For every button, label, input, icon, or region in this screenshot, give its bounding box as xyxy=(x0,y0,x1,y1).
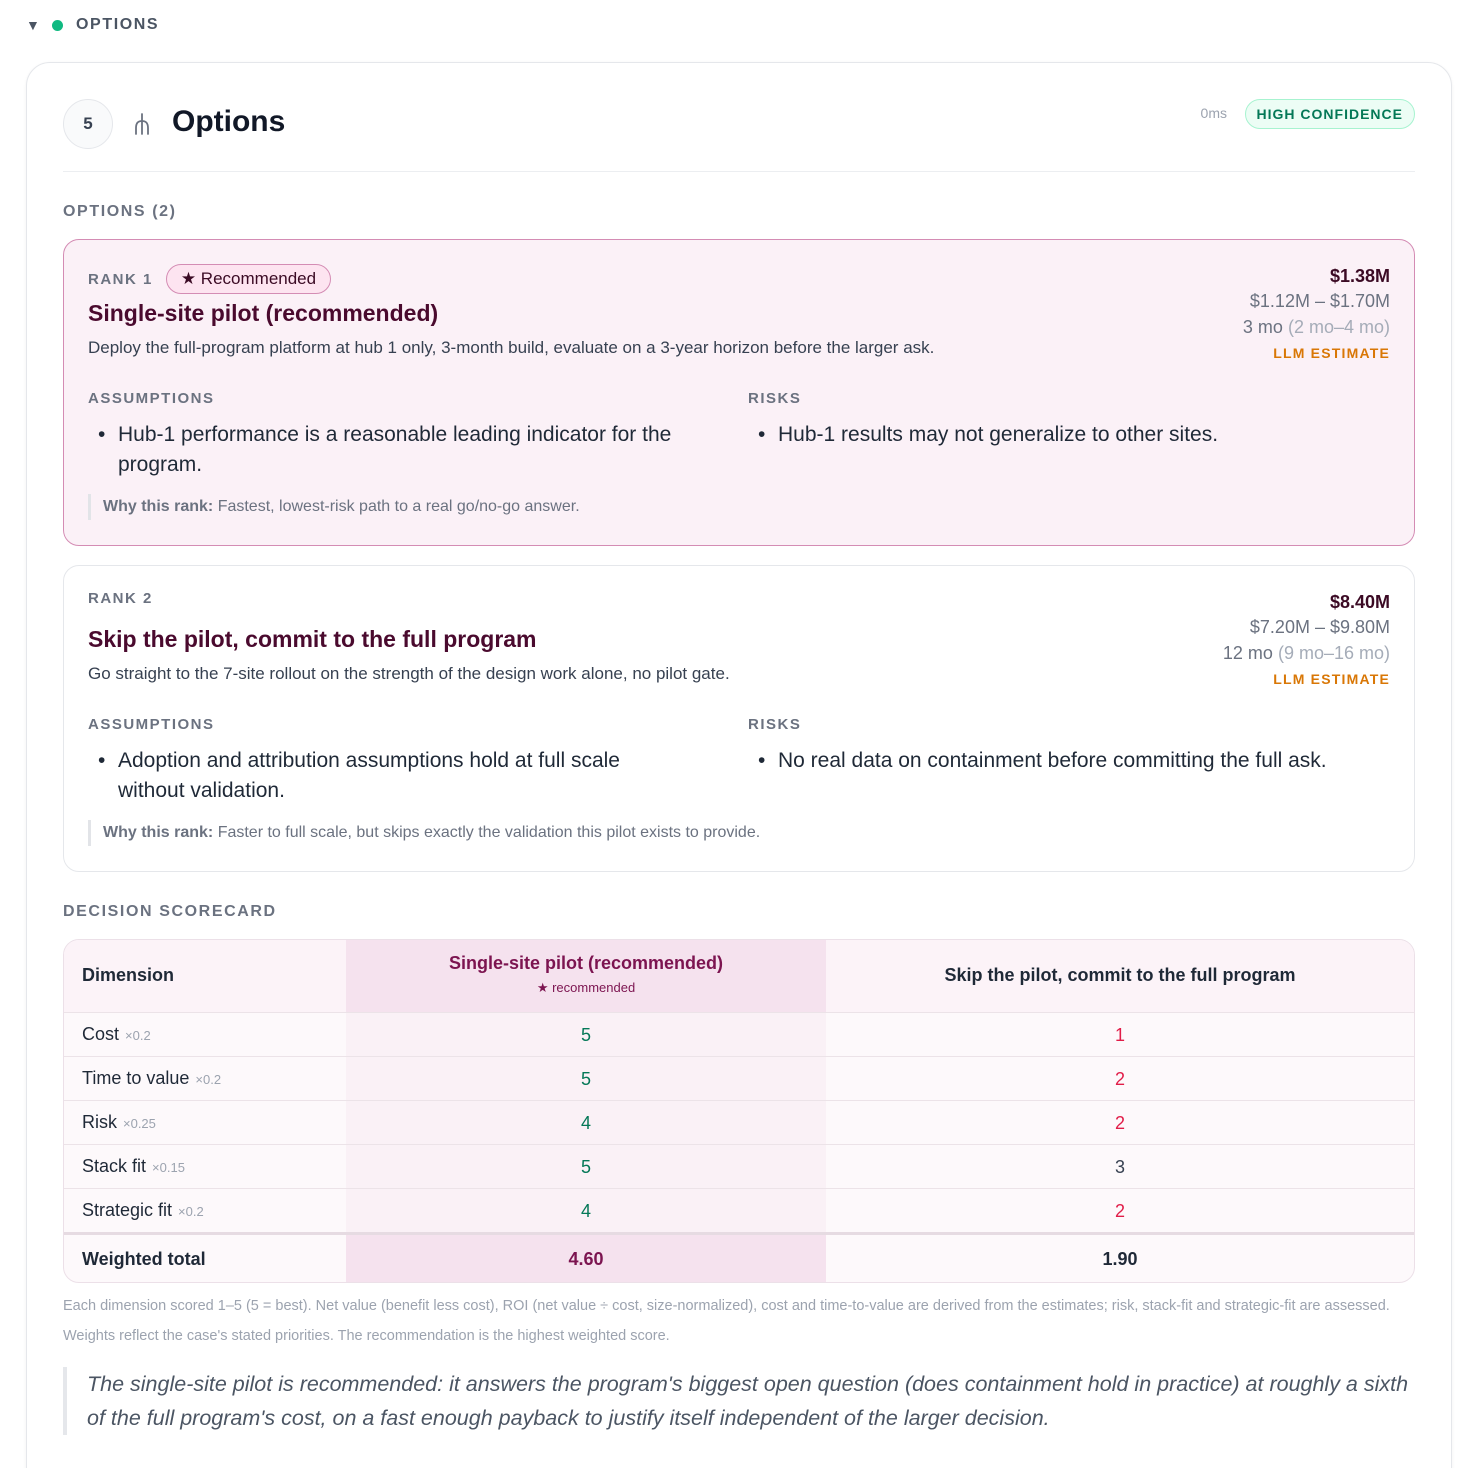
cost-estimate xyxy=(1243,264,1390,366)
option-description: Deploy the full-program platform at hub 1 only, 3-month build, evaluate on a 3-year horizon before the larger ask. xyxy=(88,338,935,357)
dimension-risk xyxy=(82,1112,156,1133)
score-a: 5 xyxy=(580,1069,591,1089)
duration-range: (2 mo–4 mo) xyxy=(1287,317,1390,337)
recommended-marker: ★ recommended xyxy=(536,980,636,995)
recommended-header-bg xyxy=(346,940,826,1012)
score-a: 5 xyxy=(580,1025,591,1045)
dimension-weight: ×0.25 xyxy=(123,1116,156,1131)
dimension-weight: ×0.2 xyxy=(195,1072,222,1087)
risks-heading: RISKS xyxy=(748,390,802,407)
why-text: Faster to full scale, but skips exactly the validation this pilot exists to provide. xyxy=(217,824,761,841)
assumptions-heading: ASSUMPTIONS xyxy=(88,716,215,733)
why-label: Why this rank: xyxy=(103,498,214,515)
options-heading: OPTIONS (2) xyxy=(63,203,177,220)
cost-range: $1.12M – $1.70M xyxy=(1249,291,1390,311)
score-b: 1 xyxy=(1114,1025,1125,1045)
panel-title: Options xyxy=(172,105,286,138)
score-b: 2 xyxy=(1114,1069,1125,1089)
option-card-rank-1[interactable] xyxy=(63,239,1415,546)
decision-scorecard xyxy=(63,939,1415,1283)
dimension-label: Strategic fit xyxy=(82,1200,173,1220)
total-divider xyxy=(64,1232,1414,1235)
caret-down-icon[interactable]: ▼ xyxy=(26,17,40,33)
estimate-source: LLM ESTIMATE xyxy=(1273,671,1390,687)
dimension-weight: ×0.2 xyxy=(178,1204,204,1219)
option-card-rank-2[interactable] xyxy=(63,565,1415,872)
duration-value: 3 mo xyxy=(1242,317,1283,337)
dimension-weight: ×0.15 xyxy=(152,1160,185,1175)
score-b: 3 xyxy=(1114,1157,1125,1177)
scorecard-footnote: Each dimension scored 1–5 (5 = best). Net value (benefit less cost), ROI (net value ÷ cost, size-normalized), cost and time-to-value are derived from the estimates; risk, stack-fit and strategic-fit are assessed. Weights reflect the case's stated priorities. The recommendation is the highest weighted score. xyxy=(63,1298,1390,1344)
section-header[interactable] xyxy=(26,14,159,36)
dimension-label: Time to value xyxy=(82,1068,190,1088)
weighted-total-a: 4.60 xyxy=(568,1249,604,1269)
risk-item: • No real data on containment before committing the full ask. xyxy=(758,749,1327,772)
dimension-label: Risk xyxy=(82,1112,117,1132)
dimension-label: Cost xyxy=(82,1024,120,1044)
dimension-label: Stack fit xyxy=(82,1156,147,1176)
rank-label: RANK 1 xyxy=(88,270,153,288)
timing-label: 0ms xyxy=(1200,105,1227,121)
step-number: 5 xyxy=(63,99,113,149)
assumption-item: • Hub-1 performance is a reasonable leading indicator for the program. xyxy=(98,423,672,476)
option-b-column-header: Skip the pilot, commit to the full program xyxy=(944,965,1296,985)
scorecard-heading: DECISION SCORECARD xyxy=(63,903,277,920)
why-label: Why this rank: xyxy=(103,824,214,841)
recommendation-summary: The single-site pilot is recommended: it answers the program's biggest open question (does containment hold in practice) at roughly a sixth of the full program's cost, on a fast enough payback to justify itself independent of the larger decision. xyxy=(63,1367,1415,1435)
score-b: 2 xyxy=(1114,1201,1125,1221)
recommended-badge: ★ Recommended xyxy=(166,264,331,294)
risk-item: • Hub-1 results may not generalize to other sites. xyxy=(758,423,1219,446)
dimension-time-to-value xyxy=(82,1068,221,1089)
assumption-line: program. xyxy=(118,453,203,476)
dimension-strategic-fit xyxy=(82,1200,204,1221)
fork-icon xyxy=(133,112,151,136)
estimate-source: LLM ESTIMATE xyxy=(1273,345,1390,361)
duration xyxy=(1223,640,1390,666)
duration xyxy=(1243,314,1390,340)
cost-value: $1.38M xyxy=(1329,266,1390,286)
cost-estimate xyxy=(1223,590,1390,692)
dimension-cost xyxy=(82,1024,151,1045)
row-divider xyxy=(64,1012,1414,1013)
risk-text: Hub-1 results may not generalize to other sites. xyxy=(778,423,1219,446)
assumption-line: without validation. xyxy=(118,779,285,802)
rank-label: RANK 2 xyxy=(88,590,153,607)
assumptions-heading: ASSUMPTIONS xyxy=(88,390,215,407)
option-title: Skip the pilot, commit to the full program xyxy=(88,626,537,652)
cost-value: $8.40M xyxy=(1329,592,1390,612)
why-text: Fastest, lowest-risk path to a real go/no-go answer. xyxy=(217,498,580,515)
confidence-badge: HIGH CONFIDENCE xyxy=(1245,99,1415,129)
option-a-column-header: Single-site pilot (recommended) xyxy=(448,953,724,973)
dimension-weight: ×0.2 xyxy=(125,1028,151,1043)
score-a: 4 xyxy=(580,1113,591,1133)
cost-range: $7.20M – $9.80M xyxy=(1249,617,1390,637)
row-divider xyxy=(64,1056,1414,1057)
score-a: 4 xyxy=(580,1201,591,1221)
score-a: 5 xyxy=(580,1157,591,1177)
duration-range: (9 mo–16 mo) xyxy=(1277,643,1390,663)
risks-heading: RISKS xyxy=(748,716,802,733)
assumption-line: Adoption and attribution assumptions hold at full scale xyxy=(118,749,620,772)
weighted-total-b: 1.90 xyxy=(1102,1249,1138,1269)
options-panel xyxy=(26,62,1452,1468)
assumption-line: Hub-1 performance is a reasonable leading indicator for the xyxy=(118,423,672,446)
row-divider xyxy=(64,1144,1414,1145)
why-this-rank xyxy=(88,494,580,520)
score-b: 2 xyxy=(1114,1113,1125,1133)
option-title: Single-site pilot (recommended) xyxy=(88,300,439,326)
duration-value: 12 mo xyxy=(1222,643,1273,663)
option-description: Go straight to the 7-site rollout on the strength of the design work alone, no pilot gate. xyxy=(88,664,730,683)
dimension-stack-fit xyxy=(82,1156,185,1177)
dimension-column-header: Dimension xyxy=(82,965,175,985)
weighted-total-label: Weighted total xyxy=(82,1249,206,1269)
assumption-item: • Adoption and attribution assumptions hold at full scale without validation. xyxy=(98,749,620,802)
row-divider xyxy=(64,1188,1414,1189)
status-dot-icon xyxy=(52,20,63,31)
row-divider xyxy=(64,1100,1414,1101)
risk-text: No real data on containment before committing the full ask. xyxy=(778,749,1327,772)
section-title: OPTIONS xyxy=(76,16,160,33)
why-this-rank xyxy=(88,820,760,846)
header-divider xyxy=(63,171,1415,172)
